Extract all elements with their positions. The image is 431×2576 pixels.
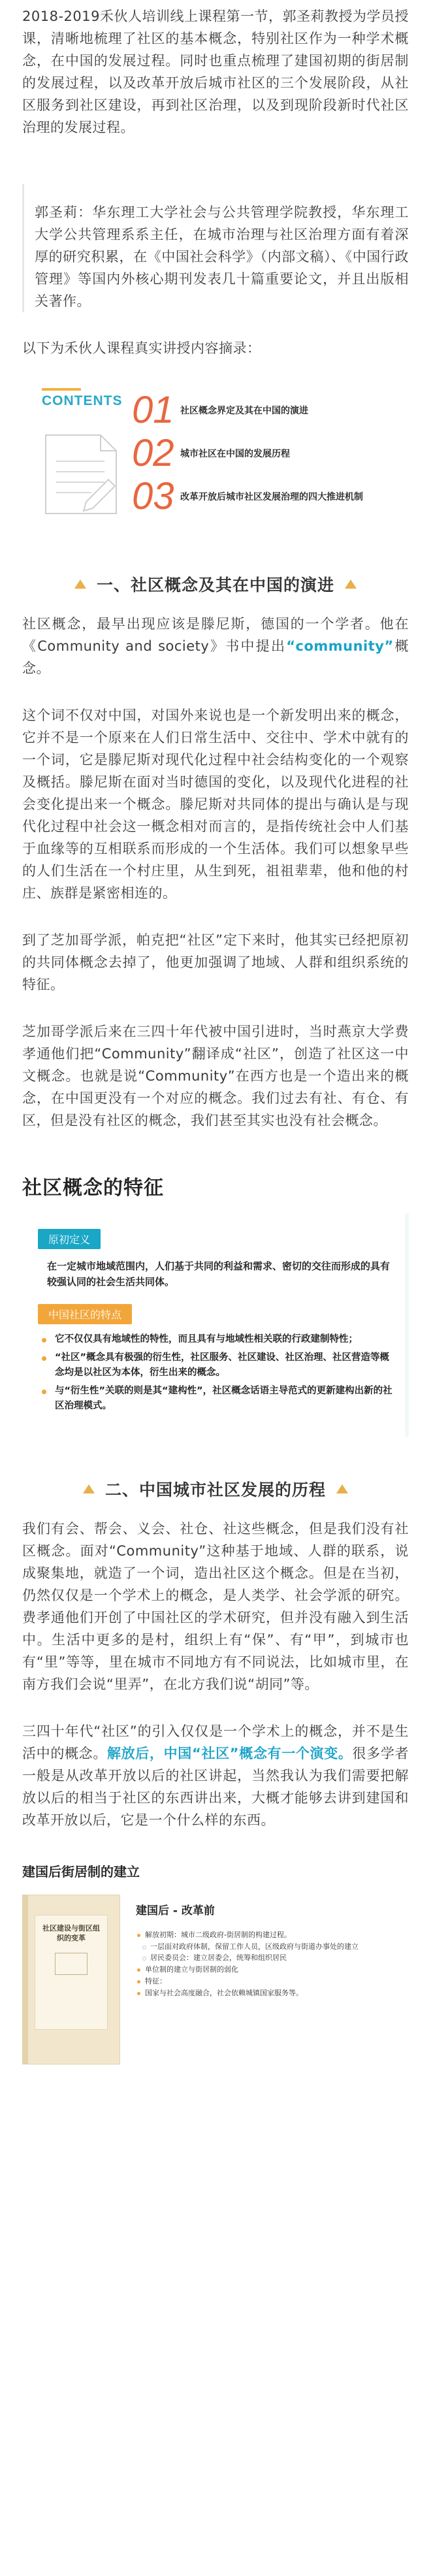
section-1-paragraph-1 [0,613,431,679]
s1p1-text-a: 社区概念，最早出现应该是滕尼斯，德国的一个学者。他在《Community and society》书中提出 [22,616,409,655]
list-item: “社区”概念具有极强的衍生性，社区服务、社区建设、社区治理、社区营造等概念均是以社区为本体，衍生出来的概念。 [38,1350,393,1381]
document-icon [40,429,123,520]
speaker-bio-box [22,184,409,312]
book-cover [22,1895,120,2064]
contents-accent-bar [42,388,81,391]
china-features-label: 中国社区的特点 [38,1304,132,1324]
toc-number: 01 [132,389,174,432]
build-info-title: 建国后 - 改革前 [136,1904,215,1917]
s2p2-text-b: 很多学者一般是从改革开放以后的社区讲起，当然我认为我们需要把解放以后的相当于社区的东西讲出来，大概才能够去讲到建国和改革开放以后，它是一个什么样的东西。 [22,1745,409,1828]
toc-item-3[interactable] [132,475,363,518]
section-2-paragraph-1: 我们有会、帮会、义会、社仓、社这些概念，但是我们没有社区概念。面对“Community”这种基于地域、人群的联系，说成聚集地，就造了一个词，造出社区这个概念。但是在当初，仍然仅仅是一个学术上的概念，是人类学、社会学派的研究。费孝通他们开创了中国社区的学术研究，但并没有融入到生活中。生活中更多的是村，组织上有“保”、有“甲”，到城市也有“里”等等，里在城市不同地方有不同说法，比如城市里，在南方我们会说“里弄”，在北方我们说“胡同”等。 [22,1520,409,1692]
toc-text: 社区概念界定及其在中国的演进 [180,406,308,417]
s1p1-highlight: “community” [286,638,394,655]
toc-text: 改革开放后城市社区发展治理的四大推进机制 [180,492,363,503]
build-info-list [136,1929,409,1999]
section-2-heading [0,1477,431,1501]
list-item: 国家与社会高度融合，社会依赖城镇国家服务等。 [136,1987,409,1999]
list-item: 它不仅仅具有地域性的特性，而且具有与地域性相关联的行政建制特性； [38,1332,393,1347]
toc-text: 城市社区在中国的发展历程 [180,449,290,460]
section-1-heading [0,572,431,596]
list-item: 居民委员会：建立居委会，统筹和组织居民 [136,1952,409,1964]
toc-number: 03 [132,475,174,518]
book-title: 社区建设与街区组织的变革 [42,1923,100,1943]
list-item: 与“衍生性”关联的则是其“建构性”，社区概念话语主导范式的更新建构出新的社区治理模式。 [38,1384,393,1414]
list-item: 特征： [136,1976,409,1987]
contents-card [22,374,409,537]
s2p2-text-a: 三四十年代“社区”的引入仅仅是一个学术上的概念，并不是生活中的概念。 [22,1723,409,1761]
list-item: 解放初期：城市二级政府-街居制的构建过程。 [136,1929,409,1941]
list-item: 一层面对政府体制，保留工作人员，区级政府与街道办事处的建立 [136,1941,409,1953]
book-spine [23,1895,28,2064]
s1p1-text-b: 概念。 [22,638,409,677]
book-inner-panel [35,1915,108,2030]
toc-number: 02 [132,432,174,475]
speaker-bio: 郭圣莉：华东理工大学社会与公共管理学院教授，华东理工大学公共管理系系主任，在城市治理与社区治理方面有着深厚的研究积累，在《中国社会科学》（内部文稿）、《中国行政管理》等国内外核心期刊发表几十篇重要论文，并且出版相关著作。 [35,204,409,310]
build-info [136,1895,409,2064]
section-2-paragraph-2 [0,1720,431,1831]
triangle-icon [74,579,86,589]
section-2-title: 二、中国城市社区发展的历程 [104,1480,326,1499]
toc-item-2[interactable] [132,432,290,475]
list-item: 单位制的建立与街居制的弱化 [136,1964,409,1976]
build-title: 建国后街居制的建立 [22,1863,140,1880]
toc-item-1[interactable] [132,389,308,432]
book-stamp-icon [55,1953,88,1975]
section-1-title: 一、社区概念及其在中国的演进 [96,576,334,595]
triangle-icon [345,579,357,589]
contents-label: CONTENTS [42,393,123,409]
definition-text: 在一定城市地域范围内，人们基于共同的利益和需求、密切的交往而形成的具有较强认同的社会生活共同体。 [47,1260,391,1288]
section-1-paragraph-4: 芝加哥学派后来在三四十年代被中国引进时，当时燕京大学费孝通他们把“Community”翻译成“社区”，创造了社区这一中文概念。也就是说“Community”在西方也是一个造出来的概念，在中国更没有一个对应的概念。我们过去有社、有仓、有区，但是没有社区的概念，我们甚至其实也没有社会概念。 [22,1024,409,1129]
section-1-paragraph-2: 这个词不仅对中国，对国外来说也是一个新发明出来的概念，它并不是一个原来在人们日常生活中、交往中、学术中就有的一个词，它是滕尼斯对现代化过程中社会结构变化的一个观察及概括。滕尼斯在面对当时德国的变化，以及现代化进程的社会变化提出来一个概念。滕尼斯对共同体的提出与确认是与现代化过程中社会这一概念相对而言的，是指传统社会中人们基于血缘等的互相联系而形成的一个生活体。我们可以想象早些的人们生活在一个村庄里，从生到死，祖祖辈辈，他和他的村庄、族群是紧密相连的。 [22,708,409,902]
features-card [22,1213,409,1437]
definition-label: 原初定义 [38,1229,101,1249]
build-slide [22,1895,409,2064]
triangle-icon [83,1484,95,1493]
features-title: 社区概念的特征 [22,1176,164,1199]
section-1-paragraph-3: 到了芝加哥学派，帕克把“社区”定下来时，他其实已经把原初的共同体概念去掉了，他更加强调了地域、人群和组织系统的特征。 [22,932,409,993]
card-edge [405,1213,409,1437]
s2p2-highlight: 解放后，中国“社区”概念有一个演变。 [106,1745,353,1761]
features-list [38,1332,393,1414]
triangle-icon [336,1484,348,1493]
intro-paragraph: 2018-2019禾伙人培训线上课程第一节，郭圣莉教授为学员授课，清晰地梳理了社区的基本概念，特别社区作为一种学术概念，在中国的发展过程。同时也重点梳理了建国初期的街居制的发展过程，以及改革开放后城市社区的三个发展阶段，从社区服务到社区建设，再到社区治理，以及到现阶段新时代社区治理的发展过程。 [22,8,409,136]
lead-text: 以下为禾伙人课程真实讲授内容摘录： [22,340,261,357]
